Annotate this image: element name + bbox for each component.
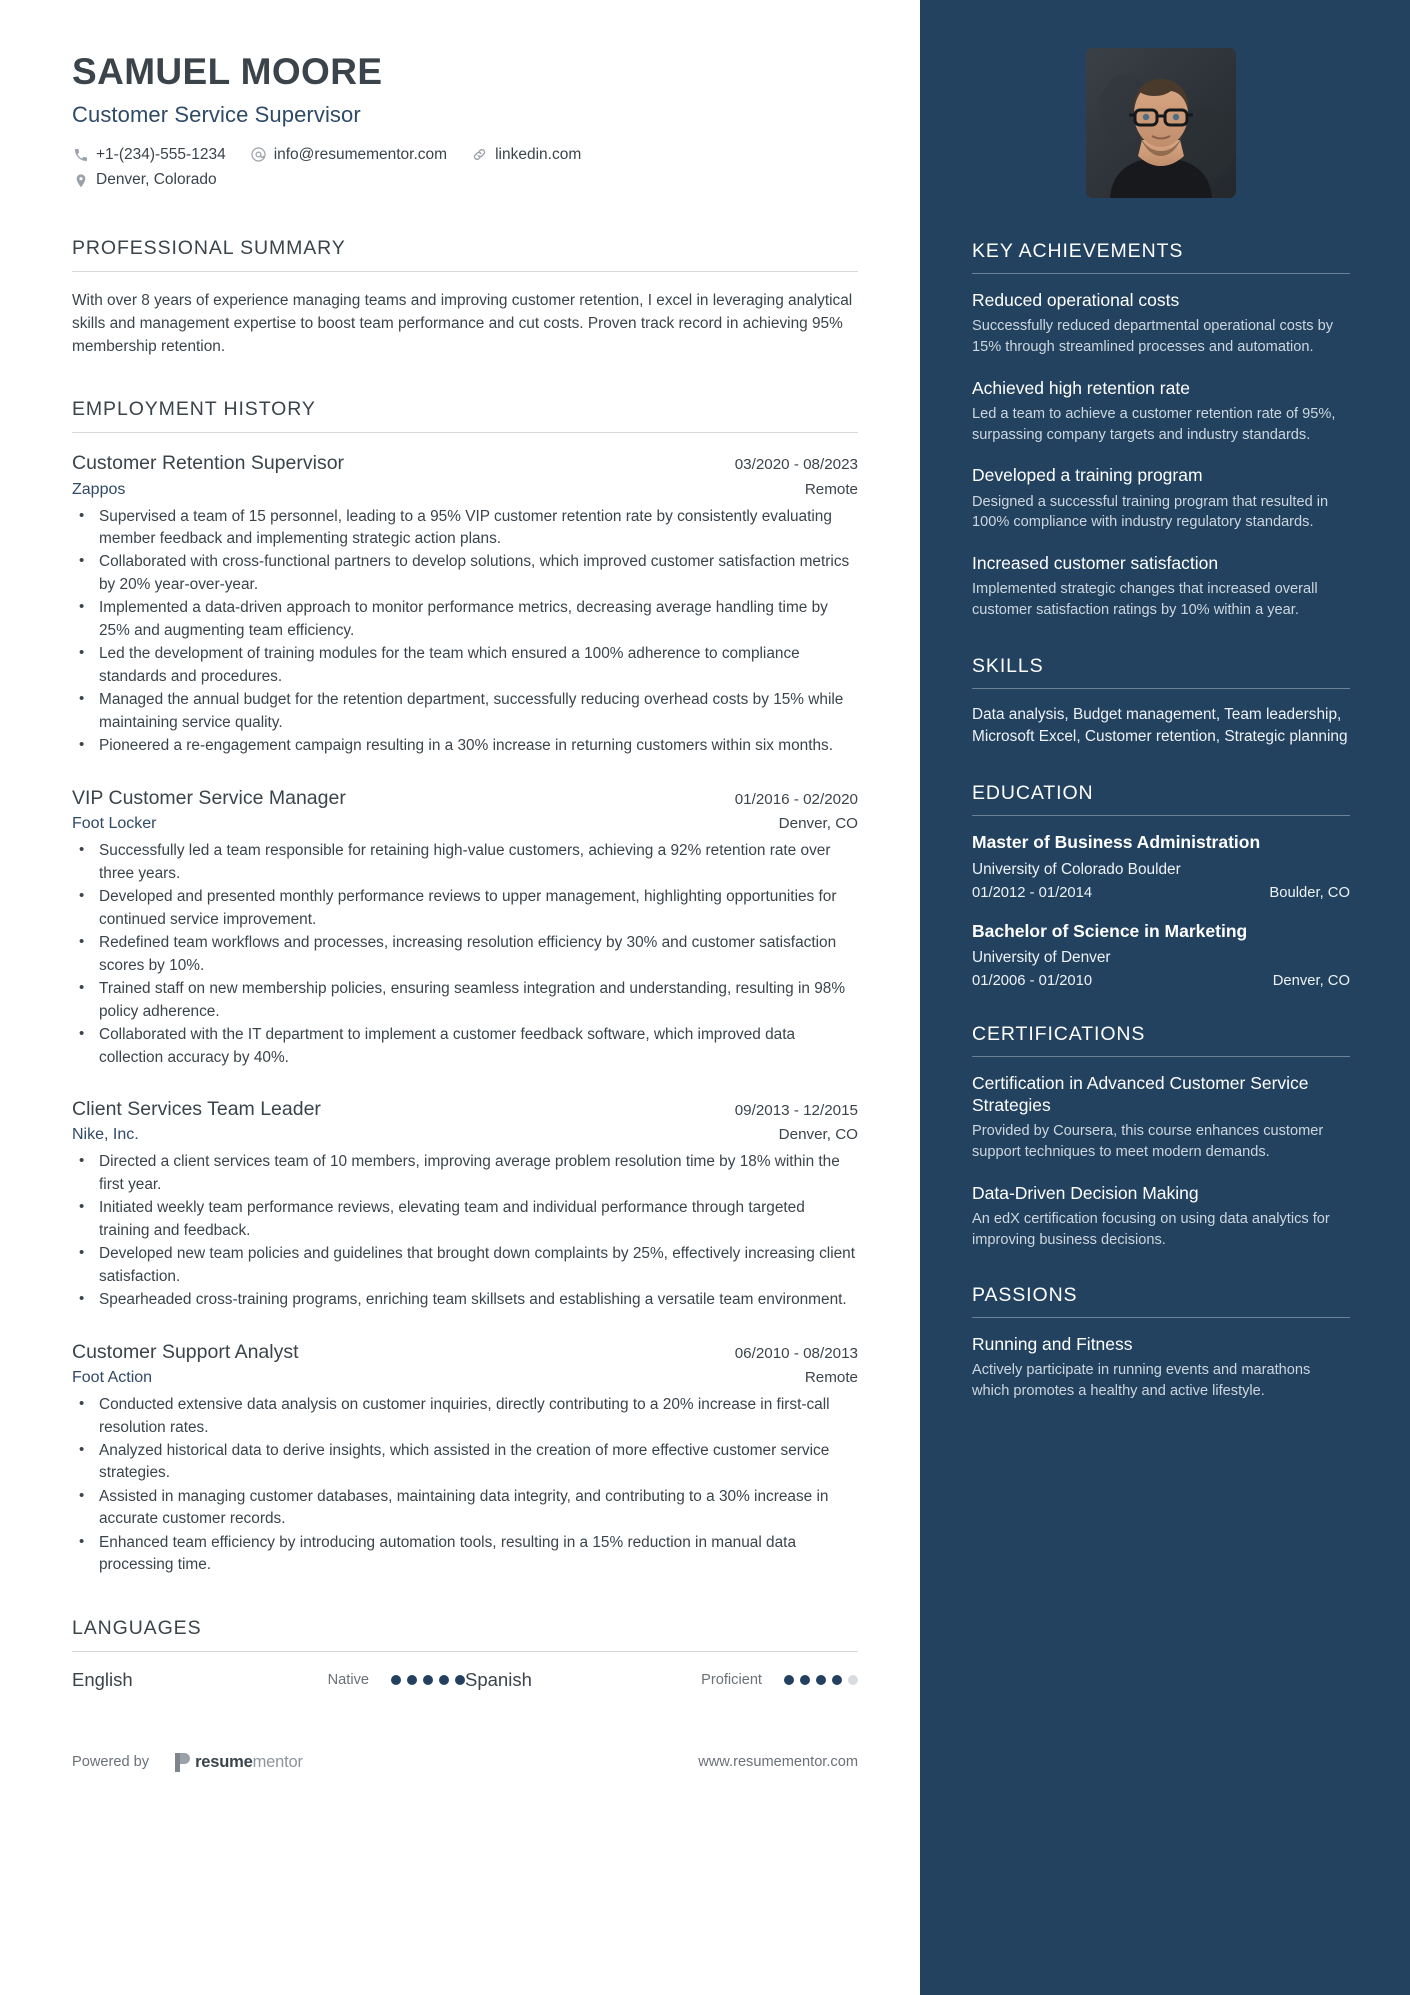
employment-bullet: • Trained staff on new membership policies, ensuring seamless integration and understanding, resulting in 98% policy adherence. (72, 978, 858, 1023)
employment-title-row (72, 1339, 858, 1365)
employment-bullet: • Spearheaded cross-training programs, enriching team skillsets and establishing a versatile team environment. (72, 1289, 858, 1311)
proficiency-dot (391, 1675, 401, 1685)
education-degree: Bachelor of Science in Marketing (972, 920, 1248, 941)
languages-divider (72, 1651, 858, 1652)
sidebar-item-desc: Actively participate in running events and marathons which promotes a healthy and active lifestyle. (972, 1362, 1311, 1400)
employment-company: Nike, Inc. (72, 1126, 139, 1144)
employment-dates: 09/2013 - 12/2015 (734, 1102, 858, 1119)
employment-title: Customer Support Analyst (72, 1340, 299, 1363)
sidebar-item-title: Achieved high retention rate (972, 377, 1190, 398)
sidebar-list-item (972, 1333, 1350, 1402)
employment-bullets (72, 506, 858, 758)
education-heading: EDUCATION (972, 782, 1094, 805)
language-name: English (72, 1668, 133, 1690)
sidebar-list-item (972, 464, 1350, 533)
languages-list (72, 1669, 858, 1691)
sidebar-item-desc: Successfully reduced departmental operational costs by 15% through streamlined processes and automation. (972, 318, 1333, 355)
summary-divider (72, 271, 858, 272)
avatar-illustration (1086, 48, 1236, 198)
section-skills (972, 655, 1350, 749)
proficiency-dot (423, 1675, 433, 1685)
section-education (972, 782, 1350, 988)
contact-location (72, 171, 217, 190)
employment-location: Remote (804, 1369, 858, 1387)
language-item (72, 1669, 465, 1691)
email-icon (250, 146, 267, 163)
footer-url[interactable]: www.resumementor.com (698, 1754, 858, 1771)
employment-item (72, 1096, 858, 1312)
employment-item (72, 450, 858, 758)
sidebar-list-item (972, 289, 1350, 358)
contact-location-text: Denver, Colorado (96, 171, 217, 189)
contact-email[interactable] (250, 146, 447, 165)
employment-bullet: • Initiated weekly team performance reviews, elevating team and individual performance through targeted training and feedback. (72, 1197, 858, 1242)
section-languages (72, 1617, 858, 1691)
employment-bullet: • Pioneered a re-engagement campaign resulting in a 30% increase in returning customers within six months. (72, 735, 858, 757)
photo-container (972, 48, 1350, 198)
footer (72, 1753, 858, 1816)
resumementor-logo-text (195, 1753, 303, 1772)
education-school: University of Denver (972, 948, 1111, 966)
employment-bullet: • Supervised a team of 15 personnel, leading to a 95% VIP customer retention rate by consistently evaluating member feedback and implementing strategic action plans. (72, 506, 858, 551)
contact-list (72, 146, 858, 197)
proficiency-dot (784, 1675, 794, 1685)
employment-company-row (72, 815, 858, 833)
education-degree: Master of Business Administration (972, 832, 1261, 853)
education-meta-row (972, 885, 1350, 901)
employment-dates: 03/2020 - 08/2023 (734, 456, 858, 474)
section-employment-history (72, 398, 858, 1577)
employment-title: Customer Retention Supervisor (72, 452, 345, 475)
language-item (465, 1669, 858, 1691)
employment-bullets (72, 840, 858, 1069)
employment-bullet: • Collaborated with cross-functional partners to develop solutions, which improved customer satisfaction metrics by 20% year-over-year. (72, 551, 858, 596)
education-item (972, 920, 1350, 989)
languages-heading: LANGUAGES (72, 1616, 202, 1639)
employment-dates: 06/2010 - 08/2013 (734, 1344, 858, 1362)
proficiency-dot (800, 1675, 810, 1685)
sidebar-item-title: Reduced operational costs (972, 290, 1180, 310)
education-location: Denver, CO (1272, 972, 1350, 989)
employment-company: Zappos (72, 480, 126, 498)
employment-bullets (72, 1151, 858, 1311)
employment-heading: EMPLOYMENT HISTORY (72, 398, 316, 421)
powered-by-label: Powered by (72, 1754, 150, 1771)
certifications-list (972, 1072, 1350, 1251)
employment-bullet: • Collaborated with the IT department to implement a customer feedback software, which improved data collection accuracy by 40%. (72, 1024, 858, 1069)
skills-text: Data analysis, Budget management, Team leadership, Microsoft Excel, Customer retention, Strategic planning (972, 705, 1348, 745)
section-key-achievements (972, 240, 1350, 621)
employment-location: Denver, CO (778, 1126, 858, 1144)
employment-bullet: • Developed new team policies and guidelines that brought down complaints by 25%, effectively increasing client satisfaction. (72, 1243, 858, 1288)
logo-bold: resume (195, 1752, 253, 1771)
employment-bullet: • Implemented a data-driven approach to monitor performance metrics, decreasing average handling time by 25% and augmenting team efficiency. (72, 597, 858, 642)
location-icon (72, 172, 89, 189)
education-dates: 01/2012 - 01/2014 (972, 884, 1093, 901)
sidebar-item-desc: Provided by Coursera, this course enhances customer support techniques to meet modern demands. (972, 1123, 1324, 1160)
achievements-list (972, 289, 1350, 621)
employment-bullet: • Directed a client services team of 10 members, improving average problem resolution time by 18% within the first year. (72, 1151, 858, 1196)
sidebar-item-title: Increased customer satisfaction (972, 552, 1219, 573)
employment-bullet: • Analyzed historical data to derive insights, which assisted in the creation of more effective customer service strategies. (72, 1440, 858, 1485)
employment-company-row (72, 481, 858, 499)
employment-location: Denver, CO (778, 815, 858, 833)
sidebar-list-item (972, 377, 1350, 446)
achievements-divider (972, 273, 1350, 274)
employment-title: VIP Customer Service Manager (72, 786, 346, 809)
sidebar-list-item (972, 1182, 1350, 1251)
passions-list (972, 1333, 1350, 1402)
logo-light: mentor (252, 1752, 303, 1771)
sidebar-item-title: Running and Fitness (972, 1334, 1133, 1355)
employment-bullet: • Successfully led a team responsible for retaining high-value customers, achieving a 92% retention rate over three years. (72, 840, 858, 885)
sidebar-item-desc: Led a team to achieve a customer retention rate of 95%, surpassing company targets and industry standards. (972, 405, 1336, 443)
employment-company: Foot Action (72, 1369, 153, 1387)
certifications-divider (972, 1056, 1350, 1057)
phone-icon (72, 146, 89, 163)
proficiency-dot (455, 1675, 465, 1685)
contact-linkedin-text: linkedin.com (495, 145, 582, 163)
employment-bullet: • Assisted in managing customer databases, maintaining data integrity, and contributing to a 30% increase in accurate customer records. (72, 1486, 858, 1531)
contact-email-text: info@resumementor.com (273, 145, 448, 163)
language-name: Spanish (465, 1668, 532, 1690)
sidebar-item-title: Data-Driven Decision Making (972, 1182, 1199, 1203)
contact-phone-text: +1-(234)-555-1234 (96, 145, 226, 163)
contact-phone[interactable] (72, 146, 226, 165)
education-location: Boulder, CO (1269, 884, 1350, 901)
employment-divider (72, 432, 858, 433)
employment-bullet: • Redefined team workflows and processes, increasing resolution efficiency by 30% and customer satisfaction scores by 10%. (72, 932, 858, 977)
employment-title-row (72, 1096, 858, 1122)
language-level: Proficient (701, 1671, 762, 1688)
employment-title: Client Services Team Leader (72, 1098, 321, 1120)
sidebar-item-desc: An edX certification focusing on using data analytics for improving business decisions. (972, 1210, 1330, 1248)
proficiency-dot (832, 1675, 842, 1685)
education-school: University of Colorado Boulder (972, 860, 1181, 878)
sidebar (920, 0, 1410, 1995)
summary-text: With over 8 years of experience managing teams and improving customer retention, I excel in leveraging analytical skills and management expertise to boost team performance and cut costs. Proven track record in achieving 95% membership retention. (72, 291, 853, 356)
skills-heading: SKILLS (972, 654, 1044, 677)
section-professional-summary (72, 237, 858, 358)
sidebar-item-title: Developed a training program (972, 465, 1203, 486)
contact-linkedin[interactable] (471, 146, 581, 165)
link-icon (471, 146, 488, 163)
employment-item (72, 1339, 858, 1577)
education-dates: 01/2006 - 01/2010 (972, 972, 1093, 989)
proficiency-dot (848, 1675, 858, 1685)
education-divider (972, 815, 1350, 816)
employment-location: Remote (804, 480, 858, 498)
employment-list (72, 450, 858, 1577)
resumementor-logo-icon (175, 1753, 190, 1772)
section-passions (972, 1284, 1350, 1402)
employment-company-row (72, 1369, 858, 1387)
employment-title-row (72, 450, 858, 476)
education-list (972, 831, 1350, 988)
language-level: Native (327, 1671, 369, 1688)
certifications-heading: CERTIFICATIONS (972, 1022, 1146, 1045)
powered-by-block (72, 1753, 303, 1772)
page-title: SAMUEL MOORE (72, 51, 383, 92)
employment-company: Foot Locker (72, 815, 157, 833)
employment-bullets (72, 1394, 858, 1577)
employment-company-row (72, 1126, 858, 1144)
proficiency-dots (778, 1675, 858, 1685)
sidebar-item-desc: Implemented strategic changes that increased overall customer satisfaction ratings by 10% within a year. (972, 581, 1318, 618)
employment-bullet: • Managed the annual budget for the retention department, successfully reducing overhead costs by 15% while maintaining service quality. (72, 689, 858, 734)
education-item (972, 831, 1350, 900)
sidebar-item-title: Certification in Advanced Customer Service Strategies (972, 1072, 1309, 1115)
section-certifications (972, 1023, 1350, 1251)
education-meta-row (972, 973, 1350, 989)
passions-divider (972, 1317, 1350, 1318)
proficiency-dot (816, 1675, 826, 1685)
header-job-title: Customer Service Supervisor (72, 101, 361, 127)
proficiency-dots (385, 1675, 465, 1685)
employment-dates: 01/2016 - 02/2020 (734, 790, 858, 808)
sidebar-list-item (972, 1072, 1350, 1163)
proficiency-dot (407, 1675, 417, 1685)
avatar (1086, 48, 1236, 198)
employment-item (72, 785, 858, 1069)
proficiency-dot (439, 1675, 449, 1685)
employment-bullet: • Conducted extensive data analysis on customer inquiries, directly contributing to a 20% increase in first-call resolution rates. (72, 1394, 858, 1439)
sidebar-item-desc: Designed a successful training program that resulted in 100% compliance with industry regulatory standards. (972, 493, 1329, 531)
achievements-heading: KEY ACHIEVEMENTS (972, 240, 1184, 262)
employment-bullet: • Enhanced team efficiency by introducing automation tools, resulting in a 15% reduction in manual data processing time. (72, 1532, 858, 1577)
employment-bullet: • Led the development of training modules for the team which ensured a 100% adherence to compliance standards and procedures. (72, 643, 858, 688)
sidebar-list-item (972, 552, 1350, 621)
passions-heading: PASSIONS (972, 1284, 1078, 1307)
skills-divider (972, 688, 1350, 689)
summary-heading: PROFESSIONAL SUMMARY (72, 236, 346, 259)
employment-bullet: • Developed and presented monthly performance reviews to upper management, highlighting opportunities for continued service improvement. (72, 886, 858, 931)
employment-title-row (72, 785, 858, 811)
